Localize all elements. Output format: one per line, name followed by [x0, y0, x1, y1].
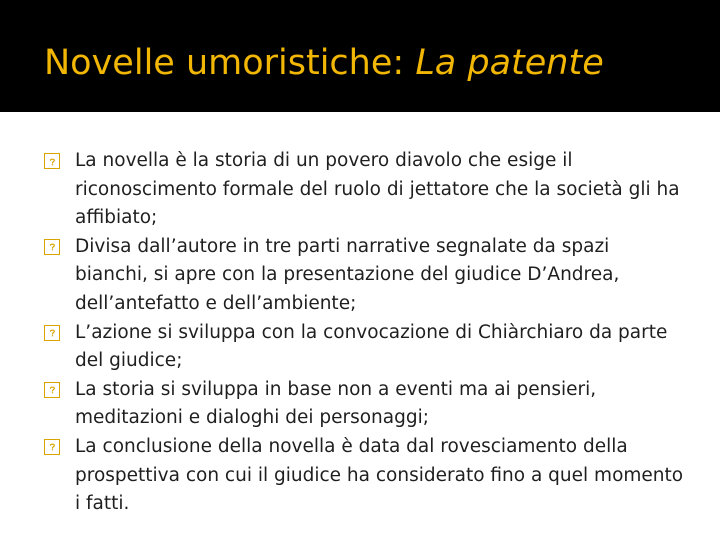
- title-band: [0, 0, 720, 112]
- bullet-item: [44, 147, 684, 233]
- bullet-list: [44, 147, 684, 519]
- bullet-text: La conclusione della novella è data dal rovesciamento della prospettiva con cui il giudice ha considerato fino a quel momento i fatti.: [75, 435, 684, 515]
- missing-glyph-box-icon: [44, 239, 60, 255]
- bullet-text: La novella è la storia di un povero diavolo che esige il riconoscimento formale del ruolo di jettatore che la società gli ha affibiato;: [75, 150, 680, 229]
- bullet-text: La storia si sviluppa in base non a eventi ma ai pensieri, meditazioni e dialoghi dei personaggi;: [75, 378, 597, 429]
- bullet-item: [44, 319, 684, 376]
- missing-glyph-box-icon: [44, 382, 60, 398]
- bullet-text: Divisa dall’autore in tre parti narrative segnalate da spazi bianchi, si apre con la presentazione del giudice D’Andrea, dell’antefatto e dell’ambiente;: [75, 235, 620, 314]
- slide-title: [44, 38, 604, 88]
- bullet-item: [44, 376, 684, 433]
- bullet-item: [44, 233, 684, 319]
- slide-title-main: Novelle umoristiche:: [44, 43, 416, 83]
- bullet-item: [44, 433, 684, 519]
- slide-title-italic: La patente: [415, 43, 604, 83]
- bullet-text: L’azione si sviluppa con la convocazione di Chiàrchiaro da parte del giudice;: [75, 321, 668, 372]
- missing-glyph-box-icon: [44, 325, 60, 341]
- missing-glyph-box-icon: [44, 153, 60, 169]
- missing-glyph-box-icon: [44, 439, 60, 455]
